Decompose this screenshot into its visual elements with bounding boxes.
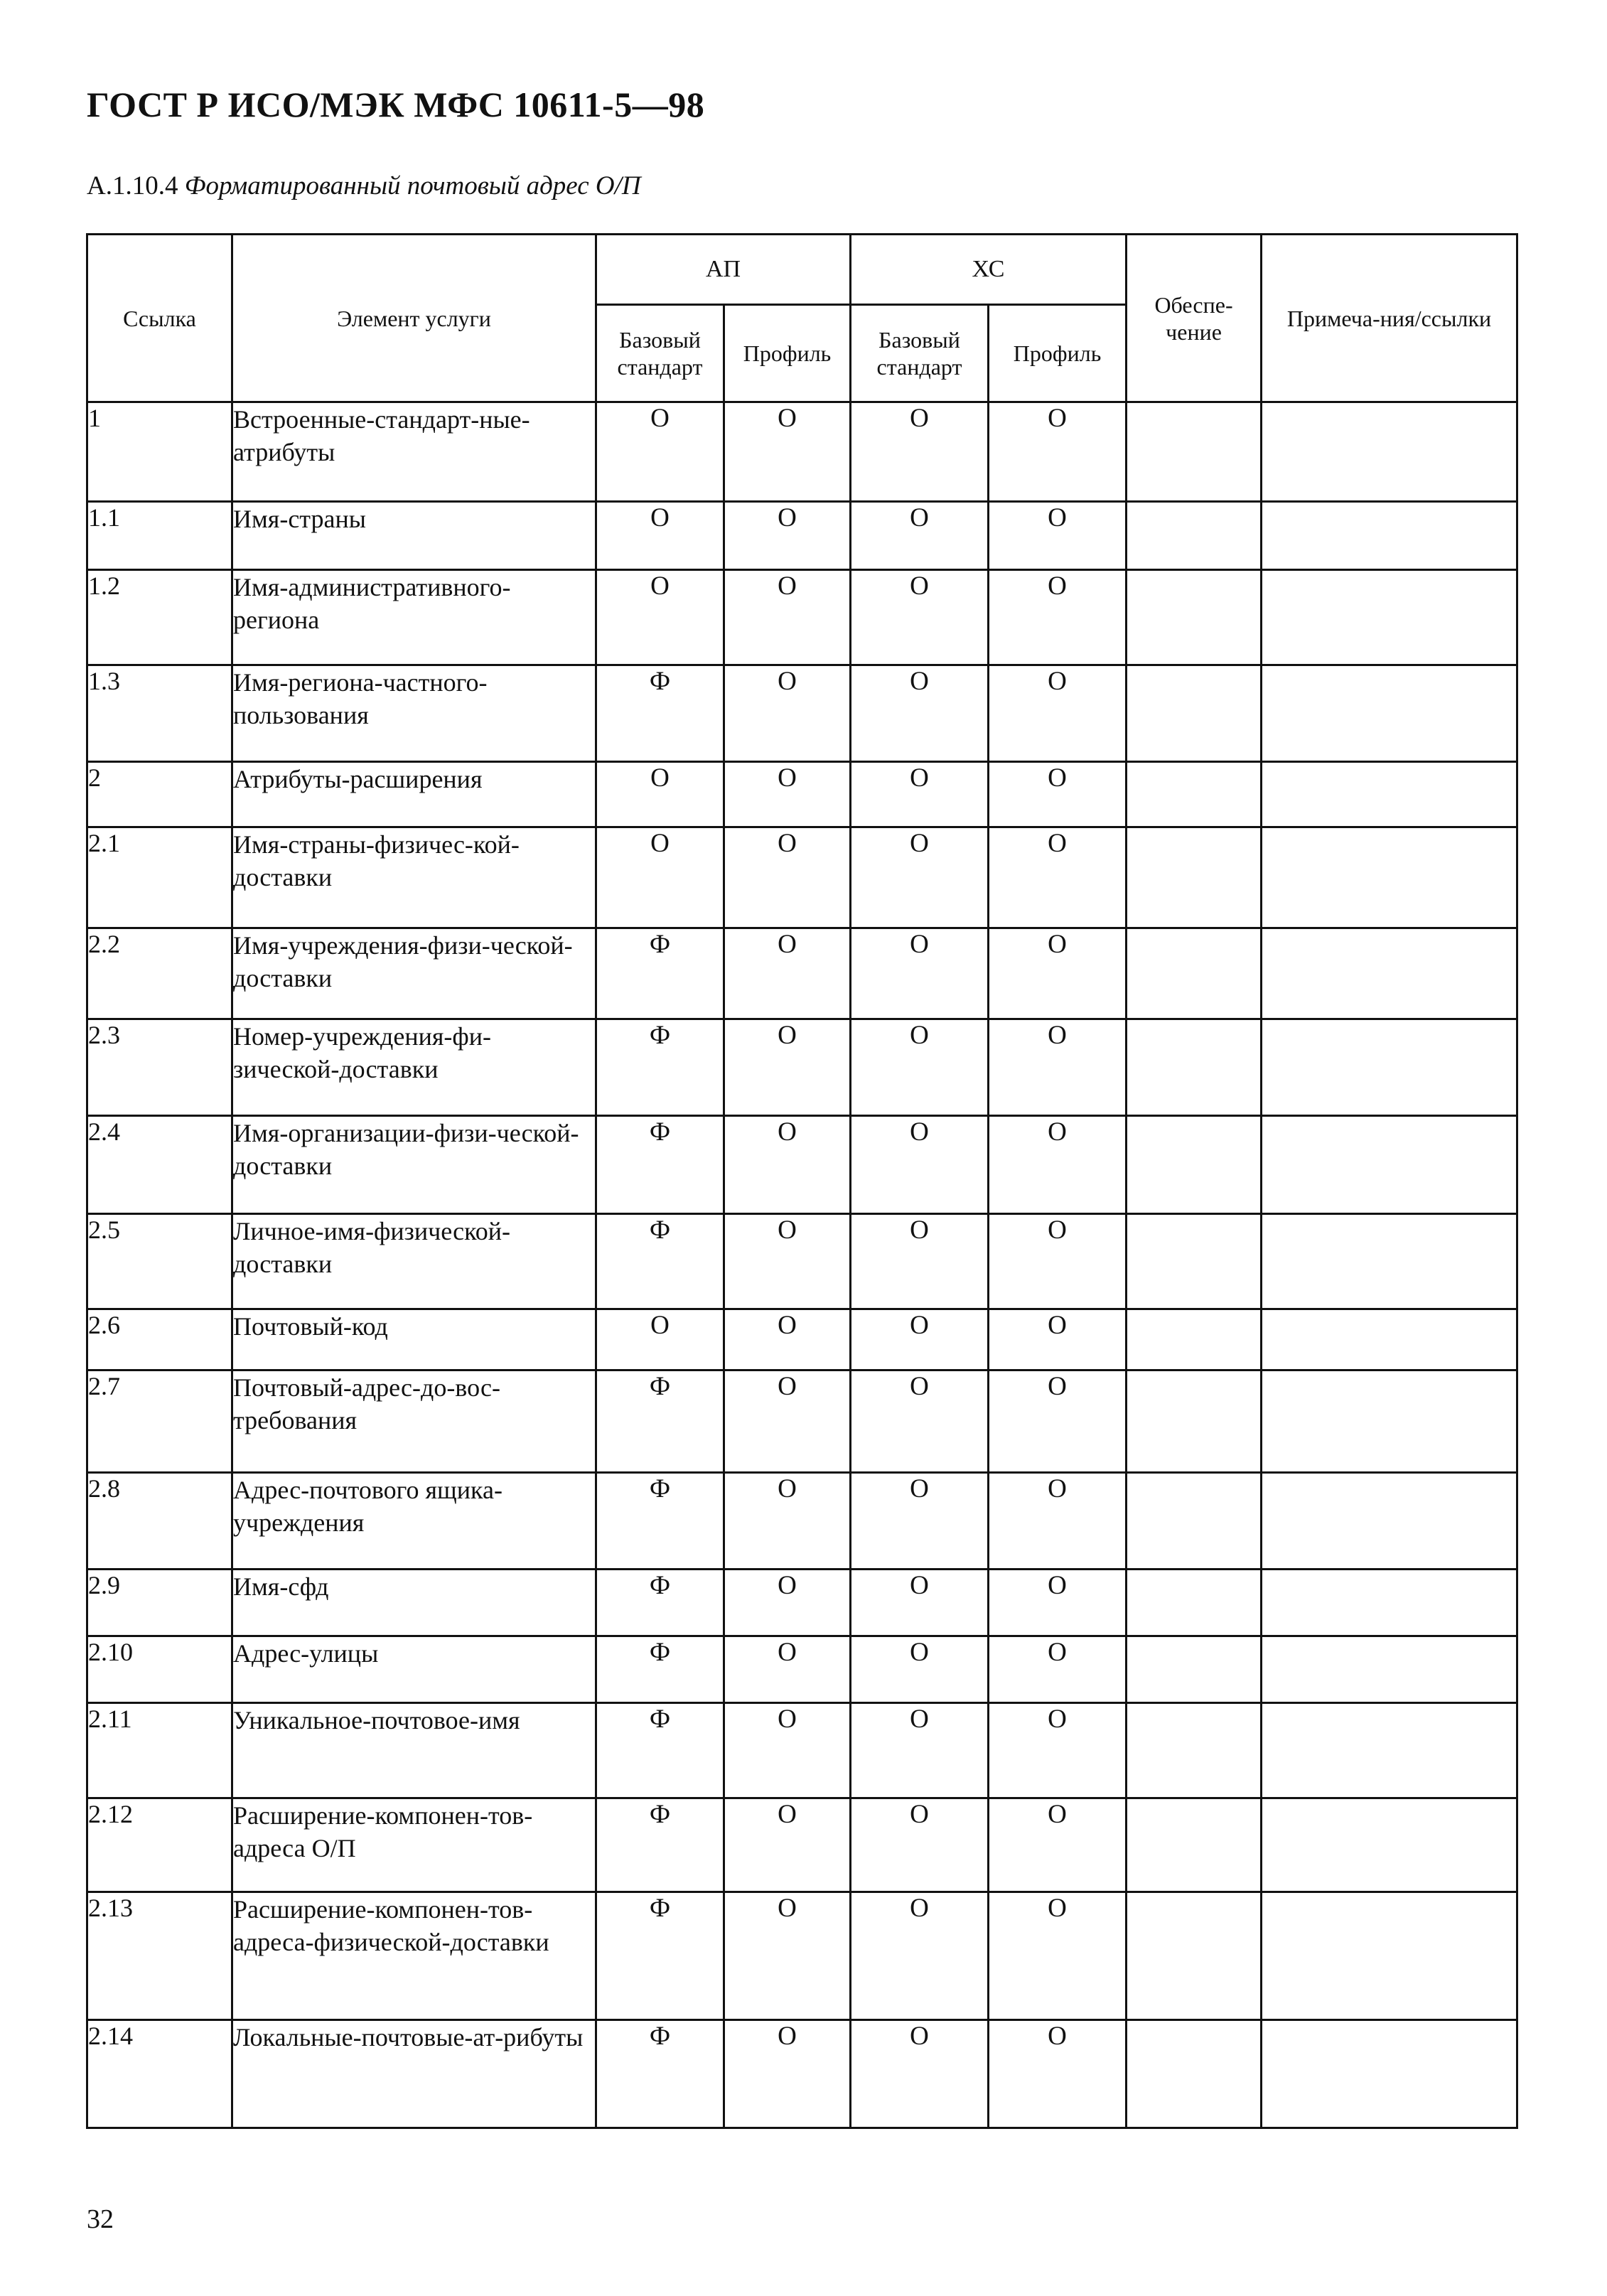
cell-xs-profile: О (989, 928, 1127, 1019)
cell-ap-profile: О (724, 1570, 851, 1636)
cell-ap-profile: О (724, 570, 851, 665)
cell-reference: 2.3 (87, 1019, 232, 1116)
table-row (87, 1892, 1517, 2020)
cell-ap-profile: О (724, 665, 851, 762)
cell-xs-base: О (851, 827, 989, 928)
cell-reference: 2.11 (87, 1703, 232, 1798)
cell-service-element: Личное-имя-физической-доставки (232, 1214, 596, 1309)
cell-ap-profile: О (724, 1214, 851, 1309)
cell-xs-base: О (851, 570, 989, 665)
cell-service-element: Почтовый-код (232, 1309, 596, 1370)
cell-service-element: Имя-страны-физичес-кой-доставки (232, 827, 596, 928)
cell-ap-profile: О (724, 402, 851, 502)
table-row (87, 928, 1517, 1019)
cell-ap-profile: О (724, 1703, 851, 1798)
cell-ap-profile: О (724, 1370, 851, 1473)
header-service-element: Элемент услуги (232, 235, 596, 402)
cell-reference: 2.10 (87, 1636, 232, 1703)
cell-notes (1262, 402, 1517, 502)
cell-xs-profile: О (989, 1116, 1127, 1214)
cell-service-element: Номер-учреждения-фи-зической-доставки (232, 1019, 596, 1116)
cell-xs-base: О (851, 1309, 989, 1370)
cell-ap-profile: О (724, 1309, 851, 1370)
cell-support (1127, 1309, 1262, 1370)
cell-notes (1262, 762, 1517, 827)
cell-ap-base: Ф (596, 1798, 724, 1892)
table-row (87, 502, 1517, 570)
cell-ap-base: О (596, 1309, 724, 1370)
cell-ap-profile: О (724, 1798, 851, 1892)
cell-service-element: Расширение-компонен-тов-адреса-физической-доставки (232, 1892, 596, 2020)
cell-support (1127, 1570, 1262, 1636)
cell-xs-profile: О (989, 402, 1127, 502)
table-row (87, 1116, 1517, 1214)
cell-xs-profile: О (989, 502, 1127, 570)
cell-xs-profile: О (989, 1798, 1127, 1892)
header-ap-base-standard: Базовый стандарт (596, 305, 724, 402)
cell-notes (1262, 570, 1517, 665)
cell-reference: 1.3 (87, 665, 232, 762)
cell-service-element: Локальные-почтовые-ат-рибуты (232, 2020, 596, 2128)
cell-notes (1262, 1214, 1517, 1309)
header-support: Обеспе-чение (1127, 235, 1262, 402)
cell-service-element: Почтовый-адрес-до-вос-требования (232, 1370, 596, 1473)
table-row (87, 762, 1517, 827)
cell-notes (1262, 1703, 1517, 1798)
cell-support (1127, 1116, 1262, 1214)
cell-ap-profile: О (724, 1019, 851, 1116)
cell-ap-base: Ф (596, 1703, 724, 1798)
cell-reference: 2.4 (87, 1116, 232, 1214)
cell-ap-profile: О (724, 1473, 851, 1570)
page-number: 32 (87, 2204, 114, 2234)
cell-xs-profile: О (989, 1214, 1127, 1309)
cell-ap-profile: О (724, 2020, 851, 2128)
cell-xs-base: О (851, 1892, 989, 2020)
cell-xs-base: О (851, 402, 989, 502)
cell-service-element: Имя-учреждения-физи-ческой-доставки (232, 928, 596, 1019)
cell-xs-base: О (851, 1370, 989, 1473)
cell-xs-profile: О (989, 1370, 1127, 1473)
cell-service-element: Встроенные-стандарт-ные-атрибуты (232, 402, 596, 502)
cell-notes (1262, 827, 1517, 928)
table-row (87, 1214, 1517, 1309)
cell-xs-profile: О (989, 2020, 1127, 2128)
cell-service-element: Атрибуты-расширения (232, 762, 596, 827)
cell-notes (1262, 1019, 1517, 1116)
cell-ap-base: Ф (596, 928, 724, 1019)
cell-service-element: Имя-региона-частного-пользования (232, 665, 596, 762)
cell-reference: 2.2 (87, 928, 232, 1019)
cell-xs-base: О (851, 502, 989, 570)
table-row (87, 1636, 1517, 1703)
header-reference: Ссылка (87, 235, 232, 402)
cell-ap-base: О (596, 502, 724, 570)
header-notes: Примеча-ния/ссылки (1262, 235, 1517, 402)
cell-notes (1262, 1798, 1517, 1892)
cell-support (1127, 1019, 1262, 1116)
cell-support (1127, 762, 1262, 827)
cell-notes (1262, 1892, 1517, 2020)
cell-reference: 2.8 (87, 1473, 232, 1570)
cell-reference: 2.9 (87, 1570, 232, 1636)
cell-xs-profile: О (989, 1636, 1127, 1703)
cell-service-element: Адрес-почтового ящика-учреждения (232, 1473, 596, 1570)
cell-notes (1262, 2020, 1517, 2128)
cell-support (1127, 502, 1262, 570)
cell-reference: 1.1 (87, 502, 232, 570)
cell-service-element: Имя-организации-физи-ческой-доставки (232, 1116, 596, 1214)
cell-ap-base: Ф (596, 1473, 724, 1570)
header-ap-profile: Профиль (724, 305, 851, 402)
cell-xs-base: О (851, 1798, 989, 1892)
header-group-ap: АП (596, 235, 851, 305)
cell-ap-base: Ф (596, 665, 724, 762)
table-row (87, 402, 1517, 502)
section-title (87, 171, 641, 201)
cell-xs-base: О (851, 928, 989, 1019)
cell-notes (1262, 665, 1517, 762)
table-row (87, 827, 1517, 928)
cell-xs-base: О (851, 1473, 989, 1570)
cell-reference: 2.1 (87, 827, 232, 928)
cell-ap-base: О (596, 402, 724, 502)
cell-xs-profile: О (989, 762, 1127, 827)
cell-ap-base: Ф (596, 2020, 724, 2128)
cell-support (1127, 1473, 1262, 1570)
cell-service-element: Расширение-компонен-тов-адреса О/П (232, 1798, 596, 1892)
cell-service-element: Уникальное-почтовое-имя (232, 1703, 596, 1798)
cell-support (1127, 1892, 1262, 2020)
cell-support (1127, 1798, 1262, 1892)
cell-service-element: Имя-сфд (232, 1570, 596, 1636)
cell-xs-profile: О (989, 1309, 1127, 1370)
cell-notes (1262, 1570, 1517, 1636)
cell-ap-profile: О (724, 928, 851, 1019)
cell-support (1127, 928, 1262, 1019)
cell-reference: 2.7 (87, 1370, 232, 1473)
table-row (87, 2020, 1517, 2128)
table-row (87, 1798, 1517, 1892)
cell-reference: 2 (87, 762, 232, 827)
cell-reference: 1 (87, 402, 232, 502)
cell-support (1127, 402, 1262, 502)
cell-service-element: Имя-административного-региона (232, 570, 596, 665)
cell-xs-profile: О (989, 1473, 1127, 1570)
cell-xs-base: О (851, 762, 989, 827)
table-row (87, 1019, 1517, 1116)
header-xs-base-standard: Базовый стандарт (851, 305, 989, 402)
cell-support (1127, 570, 1262, 665)
cell-notes (1262, 928, 1517, 1019)
cell-ap-base: Ф (596, 1370, 724, 1473)
header-group-xs: ХС (851, 235, 1127, 305)
table-row (87, 570, 1517, 665)
cell-ap-profile: О (724, 502, 851, 570)
cell-support (1127, 1214, 1262, 1309)
cell-ap-base: Ф (596, 1214, 724, 1309)
cell-notes (1262, 1473, 1517, 1570)
cell-ap-base: Ф (596, 1570, 724, 1636)
table-row (87, 1703, 1517, 1798)
cell-notes (1262, 1636, 1517, 1703)
cell-xs-base: О (851, 1636, 989, 1703)
table-row (87, 1370, 1517, 1473)
cell-xs-base: О (851, 1019, 989, 1116)
cell-ap-profile: О (724, 1116, 851, 1214)
cell-xs-profile: О (989, 1019, 1127, 1116)
cell-notes (1262, 1309, 1517, 1370)
cell-support (1127, 827, 1262, 928)
cell-notes (1262, 1370, 1517, 1473)
cell-support (1127, 1370, 1262, 1473)
cell-ap-profile: О (724, 762, 851, 827)
cell-ap-profile: О (724, 1636, 851, 1703)
cell-xs-base: О (851, 1570, 989, 1636)
cell-reference: 2.12 (87, 1798, 232, 1892)
cell-support (1127, 665, 1262, 762)
cell-ap-base: О (596, 827, 724, 928)
cell-xs-profile: О (989, 570, 1127, 665)
cell-ap-base: Ф (596, 1892, 724, 2020)
header-xs-profile: Профиль (989, 305, 1127, 402)
cell-xs-profile: О (989, 1892, 1127, 2020)
cell-support (1127, 2020, 1262, 2128)
cell-notes (1262, 1116, 1517, 1214)
cell-ap-base: О (596, 570, 724, 665)
cell-notes (1262, 502, 1517, 570)
cell-service-element: Адрес-улицы (232, 1636, 596, 1703)
header-row-groups (87, 235, 1517, 305)
cell-reference: 2.13 (87, 1892, 232, 2020)
cell-ap-base: Ф (596, 1116, 724, 1214)
cell-reference: 2.5 (87, 1214, 232, 1309)
cell-xs-base: О (851, 665, 989, 762)
cell-service-element: Имя-страны (232, 502, 596, 570)
cell-reference: 2.6 (87, 1309, 232, 1370)
table-row (87, 665, 1517, 762)
section-name: Форматированный почтовый адрес О/П (184, 171, 641, 200)
cell-xs-profile: О (989, 1703, 1127, 1798)
section-number: А.1.10.4 (87, 171, 178, 200)
table-row (87, 1309, 1517, 1370)
cell-xs-base: О (851, 1703, 989, 1798)
cell-reference: 1.2 (87, 570, 232, 665)
document-header-title: ГОСТ Р ИСО/МЭК МФС 10611-5—98 (87, 85, 705, 124)
cell-xs-base: О (851, 2020, 989, 2128)
table-row (87, 1570, 1517, 1636)
cell-support (1127, 1703, 1262, 1798)
service-elements-table (86, 233, 1518, 2129)
cell-reference: 2.14 (87, 2020, 232, 2128)
cell-xs-profile: О (989, 827, 1127, 928)
table-row (87, 1473, 1517, 1570)
cell-ap-profile: О (724, 1892, 851, 2020)
cell-ap-base: Ф (596, 1019, 724, 1116)
cell-ap-base: О (596, 762, 724, 827)
cell-ap-profile: О (724, 827, 851, 928)
cell-ap-base: Ф (596, 1636, 724, 1703)
cell-xs-profile: О (989, 665, 1127, 762)
cell-xs-base: О (851, 1116, 989, 1214)
cell-support (1127, 1636, 1262, 1703)
cell-xs-profile: О (989, 1570, 1127, 1636)
cell-xs-base: О (851, 1214, 989, 1309)
